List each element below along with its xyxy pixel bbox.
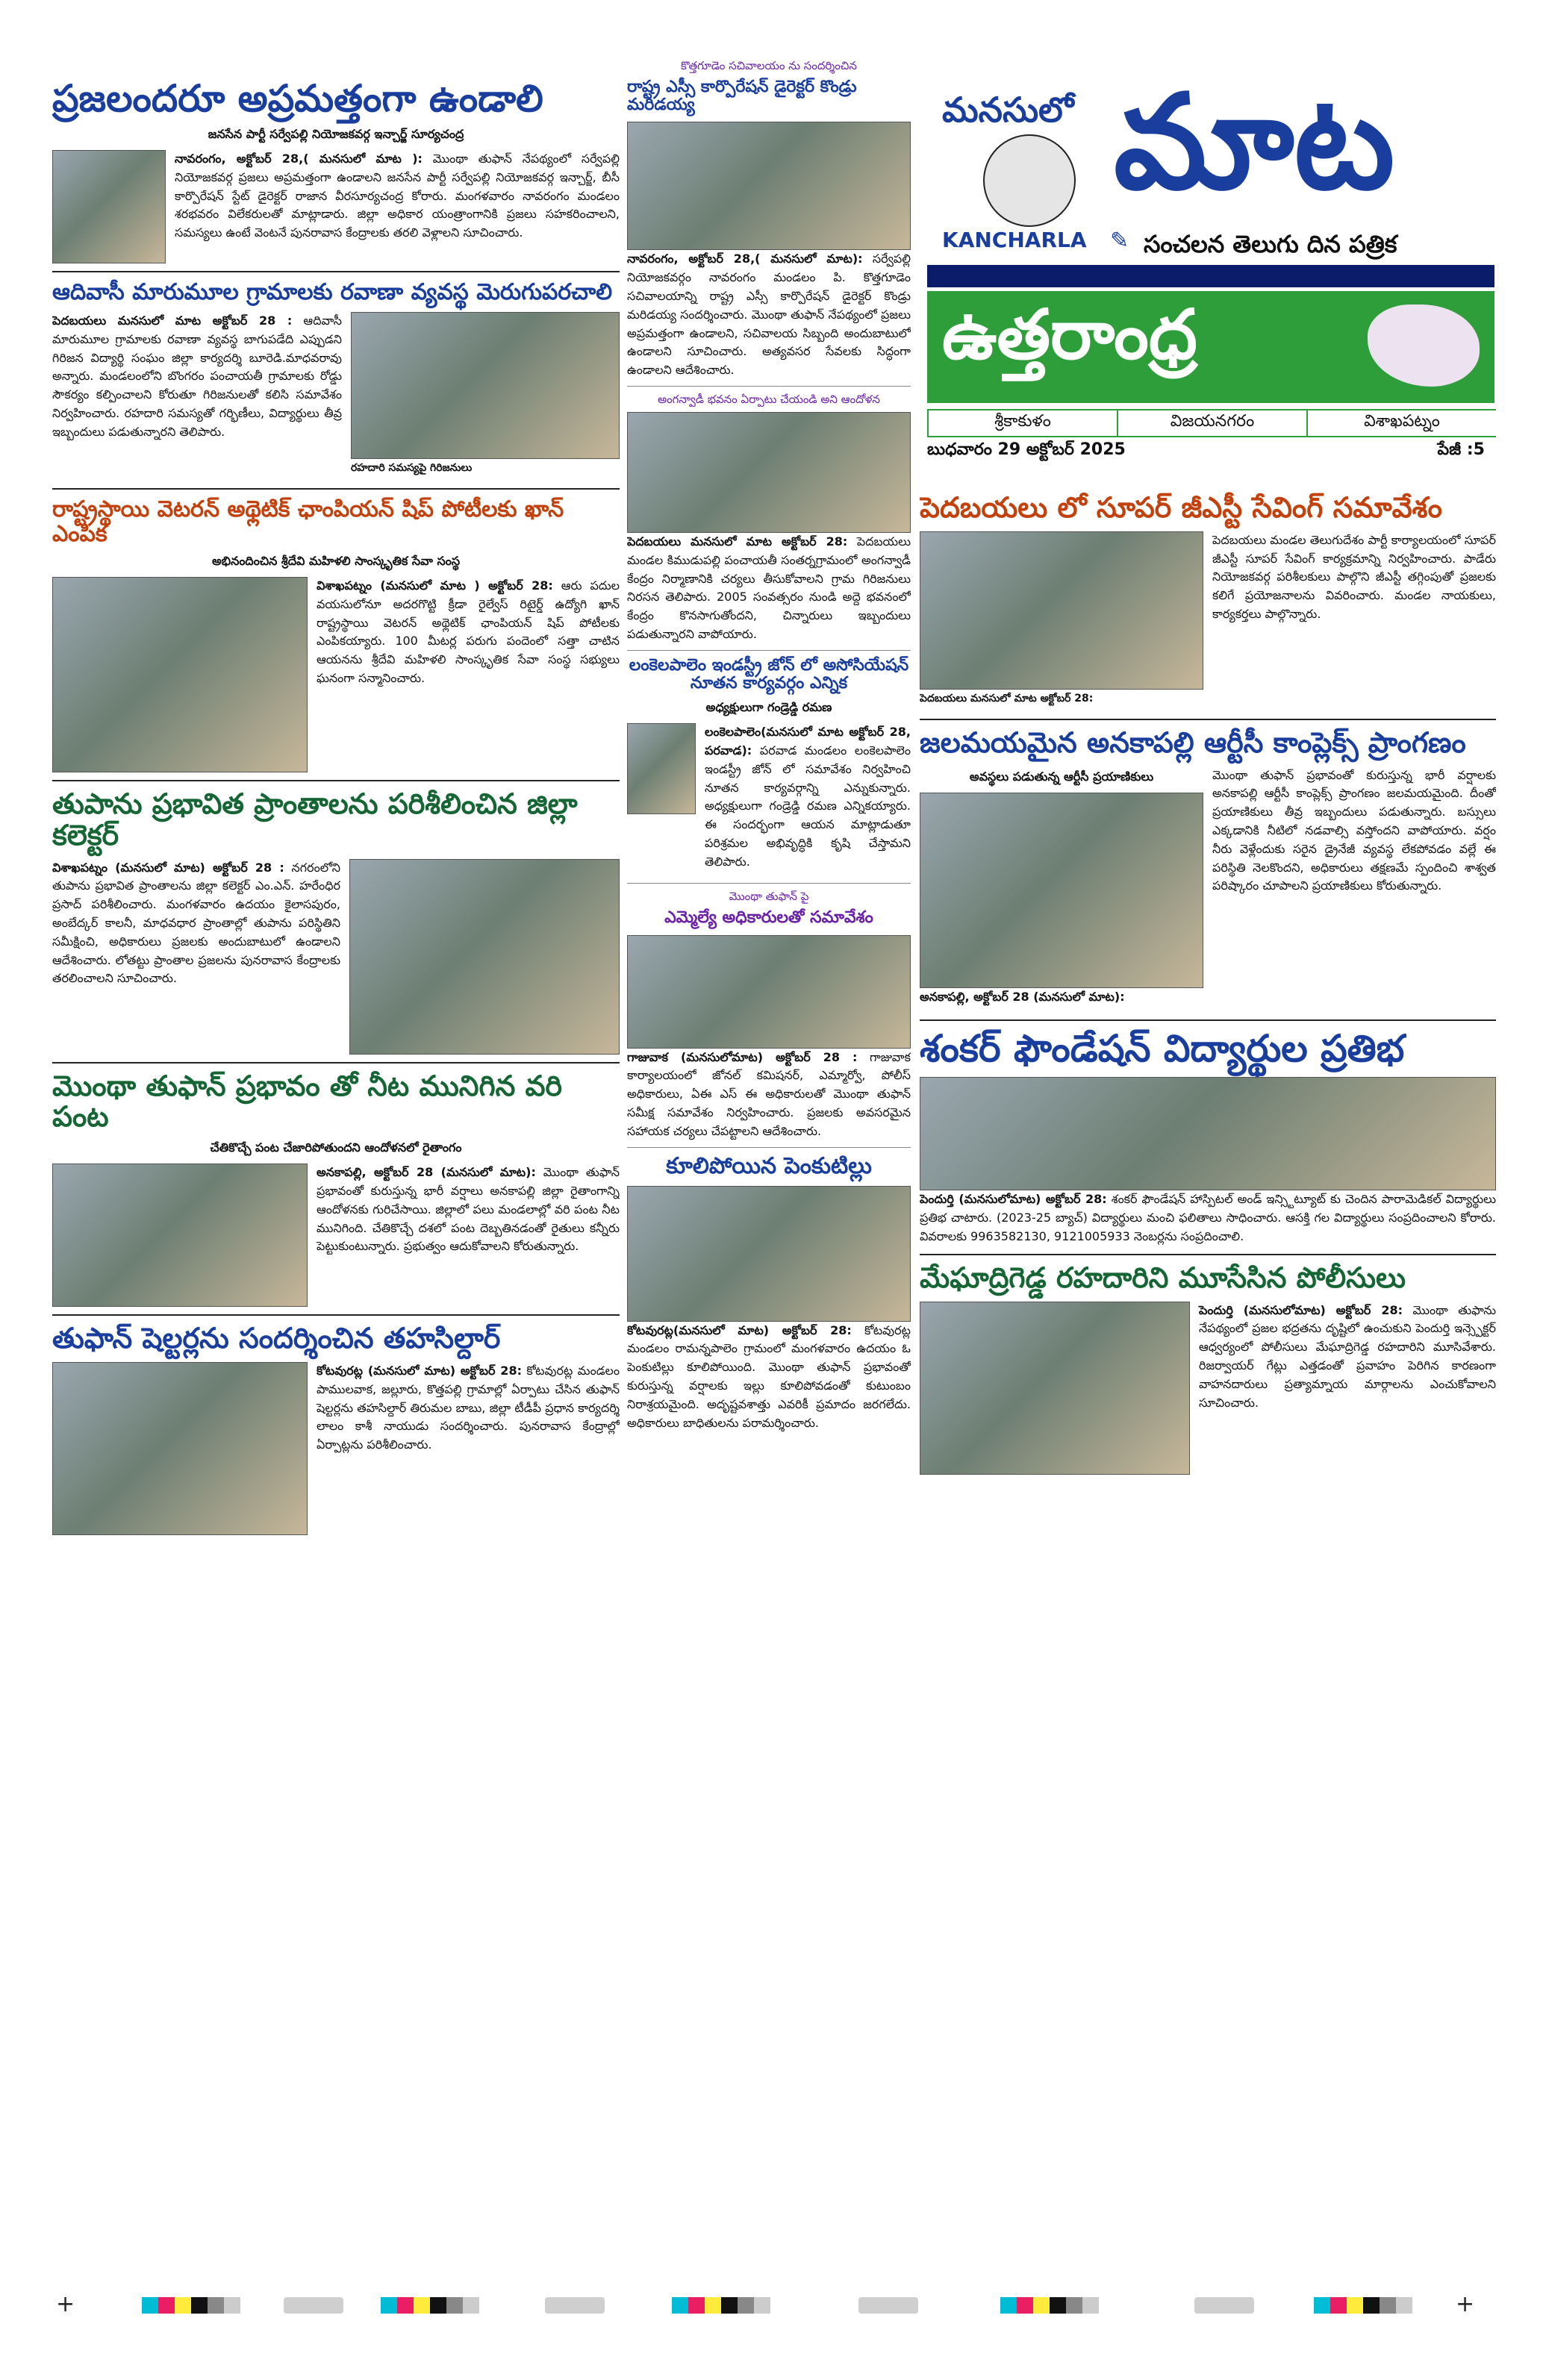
divider <box>52 1314 620 1316</box>
gray-swatch <box>545 2297 605 2314</box>
region-map-icon <box>1368 304 1480 387</box>
headline-shankar-foundation: శంకర్ ఫౌండేషన్ విద్యార్థుల ప్రతిభ <box>920 1027 1405 1071</box>
divider <box>920 719 1496 720</box>
photo-mla-meeting <box>627 935 911 1049</box>
article-body: కోటవురట్ల మండలం రామన్నపాలెం గ్రామంలో మంగళవారం ఉదయం ఓ పెంకుటిల్లు కూలిపోయింది. మొంథా తుఫాన్ ప్రభావంతో కురుస్తున్న వర్షాలకు ఇల్లు కూలిపోవడంతో కుటుంబం నిరాశ్రయమైంది. అదృష్టవశాత్తు ఎవరికీ ప్రమాదం జరగలేదు. అధికారులు బాధితులను పరామర్శించారు. <box>627 1322 911 1430</box>
subhead-athletics: అభినందించిన శ్రీదేవి మహిళలి సాంస్కృతిక సేవా సంస్థ <box>211 554 461 568</box>
dateline: పెదబయలు మనసులో మాట అక్టోబర్ 28: <box>627 534 848 549</box>
region-title: ఉత్తరాంధ్ర <box>942 295 1197 375</box>
color-bar <box>1314 2297 1412 2314</box>
article-body: పరవాడ మండలం లంకెలపాలెం ఇండస్ట్రీ జోన్ లో సమావేశం నిర్వహించి నూతన కార్యవర్గాన్ని ఎన్నుకున్నారు. అధ్యక్షులుగా గండ్రెడ్డి రమణ ఎన్నికయ్యారు. ఈ సందర్భంగా ఆయన మాట్లాడుతూ పరిశ్రమల అభివృద్ధికి కృషి చేస్తామని తెలిపారు. <box>705 743 911 869</box>
photo-anganwadi-protest <box>627 412 911 533</box>
article-body: గాజువాక కార్యాలయంలో జోనల్ కమిషనర్, ఎమ్మార్వో, పోలీస్ అధికారులు, ఏఈ ఎస్ ఈ అధికారులతో మొంథా తుఫాన్ సమీక్ష సమావేశం నిర్వహించారు. ప్రజలకు అవసరమైన సహాయక చర్యలు చేపట్టాలని ఆదేశించారు. <box>627 1049 911 1138</box>
article-body: నగరంలోని తుపాను ప్రభావిత ప్రాంతాలను జిల్లా కలెక్టర్ ఎం.ఎన్. హరేంధిర ప్రసాద్ పరిశీలించారు. మంగళవారం ఉదయం కైలాసపురం, అంబేద్కర్ కాలనీ, మాధవధార ప్రాంతాల్లో తుపాను పరిస్థితిని సమీక్షించి, అధికారులు ప్రజలకు అందుబాటులో ఉండాలని ఆదేశించారు. లోతట్టు ప్రాంతాల ప్రజలను పునరావాస కేంద్రాలకు తరలించాలని సూచించారు. <box>52 860 340 986</box>
divider <box>52 488 620 490</box>
photo-flooded-paddy <box>52 1164 308 1307</box>
photo-collapsed-house <box>627 1186 911 1322</box>
divider <box>627 650 911 651</box>
kicker: కొత్తగూడెం సచివాలయం ను సందర్శించిన <box>681 59 857 72</box>
article-body: ఆరు పదుల వయసులోనూ అదరగొట్టి క్రీడా రైల్వేస్ రిటైర్డ్ ఉద్యోగి ఖాన్ రాష్ట్రస్థాయి వెటరన్ అథ్లెటిక్ ఛాంపియన్ షిప్ పోటీలకు ఎంపికయ్యారు. 100 మీటర్ల పరుగు పందెంలో సత్తా చాటిన ఆయనను శ్రీదేవి మహిళలి సాంస్కృతిక సేవా సంస్థ సభ్యులు ఘనంగా సన్మానించారు. <box>317 578 620 685</box>
masthead-tagline: సంచలన తెలుగు దిన పత్రిక <box>1144 230 1397 258</box>
article-body: మొంథా తుఫాన్ ప్రభావంతో కురుస్తున్న భారీ వర్షాలు అనకాపల్లి జిల్లా రైతాంగాన్ని ఆందోళనకు గురిచేసాయి. జిల్లాలో పలు మండలాల్లో వరి పంట నీట మునిగింది. చేతికొచ్చే దశలో పంట దెబ్బతినడంతో రైతులు కన్నీరు పెట్టుకుంటున్నారు. ప్రభుత్వం ఆదుకోవాలని కోరుతున్నారు. <box>317 1165 620 1254</box>
photo-cyclone-shelter <box>52 1362 308 1535</box>
dateline: కోటవురట్ల (మనసులో మాట) అక్టోబర్ 28: <box>317 1363 522 1378</box>
region-banner <box>927 291 1494 403</box>
headline-paddy-flood: మొంథా తుఫాన్ ప్రభావం తో నీట మునిగిన వరి పంట <box>52 1069 563 1134</box>
photo-tribal-villagers <box>351 312 620 459</box>
photo-janasena-leader <box>52 150 166 263</box>
subhead-association: అధ్యక్షులుగా గండ్రెడ్డి రమణ <box>705 700 832 715</box>
article-body: పెదబయలు మండల తెలుగుదేశం పార్టీ కార్యాలయంలో సూపర్ జీఎస్టీ సూపర్ సేవింగ్ కార్యక్రమాన్ని నిర్వహించారు. పాడేరు నియోజకవర్గ పరిశీలకులు పాల్గొని జీఎస్టీ తగ్గింపుతో ప్రజలకు కలిగే ప్రయోజనాలను వివరించారు. మండల నాయకులు, కార్యకర్తలు పాల్గొన్నారు. <box>1212 532 1496 621</box>
pen-icon: ✎ <box>1110 228 1129 254</box>
dateline: నావరంగం, అక్టోబర్ 28,( మనసులో మాట): <box>627 252 863 266</box>
article-body: మొంథా తుఫాన్ ప్రభావంతో కురుస్తున్న భారీ వర్షాలకు అనకాపల్లి ఆర్టీసీ కాంప్లెక్స్ ప్రాంగణం జలమయమైంది. దీంతో ప్రయాణికులు తీవ్ర ఇబ్బందులు పడుతున్నారు. బస్సులు ఎక్కడానికి నీటిలో నడవాల్సి వస్తోందని వాపోయారు. వర్షం నీరు వెళ్లేందుకు సరైన డ్రైనేజీ వ్యవస్థ లేకపోవడం వల్లే ఈ పరిస్థితి నెలకొందని, అధికారులు తక్షణమే స్పందించి శాశ్వత పరిష్కారం చూపాలని ప్రయాణికులు కోరుతున్నారు. <box>1212 767 1496 893</box>
registration-mark: + <box>56 2291 75 2317</box>
photo-closed-road <box>920 1302 1190 1475</box>
dateline: నావరంగం, అక్టోబర్ 28,( మనసులో మాట ): <box>175 152 423 166</box>
headline-collapsed-house: కూలిపోయిన పెంకుటిల్లు <box>666 1152 872 1179</box>
founder-portrait <box>983 134 1076 227</box>
divider <box>920 1254 1496 1255</box>
color-bar <box>381 2297 479 2314</box>
divider <box>52 1062 620 1063</box>
dateline: విశాఖపట్నం (మనసులో మాట) అక్టోబర్ 28 : <box>52 860 284 875</box>
photo-collector-inspection <box>349 859 620 1055</box>
registration-mark: + <box>1456 2291 1475 2317</box>
divider <box>627 1147 911 1148</box>
column-left <box>52 78 620 2287</box>
district-item: విశాఖపట్నం <box>1364 412 1440 431</box>
masthead-brand: KANCHARLA <box>942 228 1087 252</box>
article-body: మొంథా తుఫాను నేపథ్యంలో ప్రజల భద్రతను దృష్టిలో ఉంచుకుని పెందుర్తి ఇన్స్పెక్టర్ ఆధ్వర్యంలో పోలీసులు మేఘాద్రిగెడ్డ రహదారిని మూసివేశారు. రిజర్వాయర్ గేట్లు ఎత్తడంతో ప్రవాహం పెరిగిన కారణంగా వాహనదారులు ప్రత్యామ్నాయ మార్గాలను ఎంచుకోవాలని సూచించారు. <box>1199 1302 1496 1410</box>
photo-students-group <box>920 1077 1496 1190</box>
headline-rtc-flood: జలమయమైన అనకాపల్లి ఆర్టీసీ కాంప్లెక్స్ ప్రాంగణం <box>920 725 1466 759</box>
dateline: గాజువాక (మనసులోమాట) అక్టోబర్ 28 : <box>627 1049 858 1064</box>
gray-swatch <box>1194 2297 1254 2314</box>
headline-association: లంకెలపాలెం ఇండస్ట్రీ జోన్ లో అసోసియేషన్ నూతన కార్యవర్గం ఎన్నిక <box>629 655 909 693</box>
photo-athlete-felicitation <box>52 577 308 772</box>
headline-mla-meeting: ఎమ్మెల్యే అధికారులతో సమావేశం <box>664 908 873 928</box>
photo-sachivalayam <box>627 122 911 250</box>
gray-swatch <box>284 2297 343 2314</box>
subhead-rtc-flood: అవస్థలు పడుతున్న ఆర్టీసీ ప్రయాణికులు <box>969 769 1154 784</box>
headline-alert: ప్రజలందరూ అప్రమత్తంగా ఉండాలి <box>52 78 543 120</box>
column-middle <box>627 56 911 2287</box>
article-body: ఆదివాసీ మారుమూల గ్రామాలకు రవాణా వ్యవస్థ బాగుపడేది ఎప్పుడని గిరిజన విద్యార్థి సంఘం జిల్లా కార్యదర్శి బూరెడి.మాధవరావు అన్నారు. మండలంలోని బొంగరం పంచాయతీ గ్రామాలకు రోడ్డు సౌకర్యం కల్పించాలని కోరుతూ గిరిజనులతో కలిసి సమావేశం నిర్వహించారు. రహదారి సమస్యతో గర్భిణీలు, విద్యార్థులు తీవ్ర ఇబ్బందులు పడుతున్నారని తెలిపారు. <box>52 313 342 439</box>
color-bar <box>142 2297 240 2314</box>
headline-gst-meeting: పెదబయలు లో సూపర్ జీఎస్టీ సేవింగ్ సమావేశం <box>920 491 1442 524</box>
district-item: శ్రీకాకుళం <box>929 410 1118 436</box>
headline-athletics: రాష్ట్రస్థాయి వెటరన్ అథ్లెటిక్ ఛాంపియన్ షిప్ పోటీలకు ఖాన్ ఎంపిక <box>52 496 564 547</box>
dateline: విశాఖపట్నం (మనసులో మాట ) అక్టోబర్ 28: <box>317 578 553 593</box>
headline-sc-director: రాష్ట్ర ఎస్సీ కార్పొరేషన్ డైరెక్టర్ కొండ్రు మరిడయ్య <box>627 78 857 115</box>
dateline: పెందుర్తి (మనసులోమాట) అక్టోబర్ 28: <box>1199 1302 1403 1317</box>
divider <box>52 780 620 781</box>
headline-tribal-roads: ఆదివాసీ మారుమూల గ్రామాలకు రవాణా వ్యవస్థ మెరుగుపరచాలి <box>52 279 613 305</box>
issue-date: బుధవారం 29 అక్టోబర్ 2025 <box>927 440 1126 459</box>
subhead-alert: జనసేన పార్టీ సర్వేపల్లి నియోజకవర్గ ఇన్చార్జ్ సూర్యచంద్ర <box>208 127 464 141</box>
color-bar <box>1000 2297 1099 2314</box>
dateline: లంకెలపాలెం(మనసులో మాట అక్టోబర్ 28, పరవాడ): <box>705 725 911 758</box>
headline-road-closed: మేఘాద్రిగెడ్డ రహదారిని మూసేసిన పోలీసులు <box>920 1261 1406 1294</box>
kicker: అంగన్వాడీ భవనం ఏర్పాటు చేయండి అని ఆందోళన <box>658 392 880 406</box>
masthead-title: మాట <box>1114 75 1395 219</box>
divider <box>627 883 911 884</box>
dateline: అనకాపల్లి, అక్టోబర్ 28 (మనసులో మాట): <box>920 989 1125 1004</box>
subhead-paddy-flood: చేతికొచ్చే పంట చేజారిపోతుందని ఆందోళనలో రైతాంగం <box>210 1140 462 1155</box>
dateline: కోటవురట్ల(మనసులో మాట) అక్టోబర్ 28: <box>627 1322 852 1337</box>
article-body: మొంథా తుఫాన్ నేపథ్యంలో సర్వేపల్లి నియోజకవర్గ ప్రజలు అప్రమత్తంగా ఉండాలని జనసేన పార్టీ సర్వేపల్లి నియోజకవర్గ ఇన్చార్జ్, బీసీ కార్పొరేషన్ స్టేట్ డైరెక్టర్ రాజాన వీరసూర్యచంద్ర కోరారు. మంగళవారం నావరంగం మండలం శరభవరం విలేకరులతో మాట్లాడారు. జిల్లా అధికార యంత్రాంగానికి ప్రజలు సహకరించాలని, సమస్యలు ఉంటే వెంటనే పునరావాస కేంద్రాలకు తరలి వెళ్లాలని సూచించారు. <box>175 152 620 240</box>
color-bar <box>672 2297 770 2314</box>
photo-caption: రహదారి సమస్యపై గిరిజనులు <box>351 462 473 474</box>
district-item: విజయనగరం <box>1118 410 1308 436</box>
masthead <box>920 75 1496 493</box>
page-number: పేజీ :5 <box>1437 440 1485 459</box>
article-body: సర్వేపల్లి నియోజకవర్గం నావరంగం మండలం పి. కొత్తగూడెం సచివాలయాన్ని రాష్ట్ర ఎస్సీ కార్పొరేషన్ డైరెక్టర్ కొండ్రు మరిడయ్య సందర్శించారు. మొంథా తుఫాన్ నేపథ్యంలో ప్రజలు అప్రమత్తంగా ఉండాలని, సచివాలయ సిబ్బంది అందుబాటులో ఉండాలని సూచించారు. అత్యవసర సేవలకు సిద్ధంగా ఉండాలని ఆదేశించారు. <box>627 252 911 378</box>
divider <box>627 386 911 387</box>
photo-gst-meeting <box>920 531 1203 690</box>
kicker: మొంథా తుఫాన్ పై <box>729 890 809 904</box>
headline-collector-visit: తుపాను ప్రభావిత ప్రాంతాలను పరిశీలించిన జిల్లా కలెక్టర్ <box>52 787 578 852</box>
dateline: అనకాపల్లి, అక్టోబర్ 28 (మనసులో మాట): <box>317 1165 536 1180</box>
masthead-prefix: మనసులో <box>942 90 1074 130</box>
article-body: కోటవురట్ల మండలం పాములవాక, జల్లూరు, కొత్తపల్లి గ్రామాల్లో ఏర్పాటు చేసిన తుఫాన్ షెల్టర్లను తహసిల్దార్ తిరుమల బాబు, జిల్లా టీడీపీ ప్రధాన కార్యదర్శి లాలం కాశీ నాయుడు సందర్శించారు. పునరావాస కేంద్రాల్లో ఏర్పాట్లను పరిశీలించారు. <box>317 1363 620 1452</box>
photo-caption: పెదబయలు మనసులో మాట అక్టోబర్ 28: <box>920 692 1094 705</box>
column-right <box>920 75 1496 2287</box>
divider <box>52 271 620 272</box>
article-body: శంకర్ ఫౌండేషన్ హాస్పిటల్ అండ్ ఇన్స్టిట్యూట్ కు చెందిన పారామెడికల్ విద్యార్థులు ప్రతిభ చాటారు. (2023-25 బ్యాచ్) విద్యార్థులు మంచి ఫలితాలు సాధించారు. ఆసక్తి గల విద్యార్థులు సంప్రదించాలని కోరారు. వివరాలకు 9963582130, 9121005933 నెంబర్లను సంప్రదించాలి. <box>920 1192 1496 1243</box>
district-list <box>927 409 1496 437</box>
dateline: పెందుర్తి (మనసులోమాట) అక్టోబర్ 28: <box>920 1192 1107 1207</box>
article-body: పెదబయలు మండల కిముడుపల్లి పంచాయతీ సంతర్నగ్రామంలో అంగన్వాడీ కేంద్రం నిర్మాణానికి చర్యలు తీసుకోవాలని గ్రామ గిరిజనులు నిరసన తెలిపారు. 2005 సంవత్సరం నుండి అద్దె భవనంలో కేంద్రం కొనసాగుతోందని, చిన్నారులు ఇబ్బందులు పడుతున్నారని వాపోయారు. <box>627 534 911 641</box>
headline-shelters: తుఫాన్ షెల్టర్లను సందర్శించిన తహసిల్దార్ <box>52 1322 501 1355</box>
dateline: పెదబయలు మనసులో మాట అక్టోబర్ 28 : <box>52 313 293 328</box>
photo-ramana <box>627 723 696 814</box>
photo-rtc-complex <box>920 793 1203 988</box>
masthead-bar <box>927 265 1494 287</box>
gray-swatch <box>858 2297 918 2314</box>
divider <box>920 1019 1496 1021</box>
